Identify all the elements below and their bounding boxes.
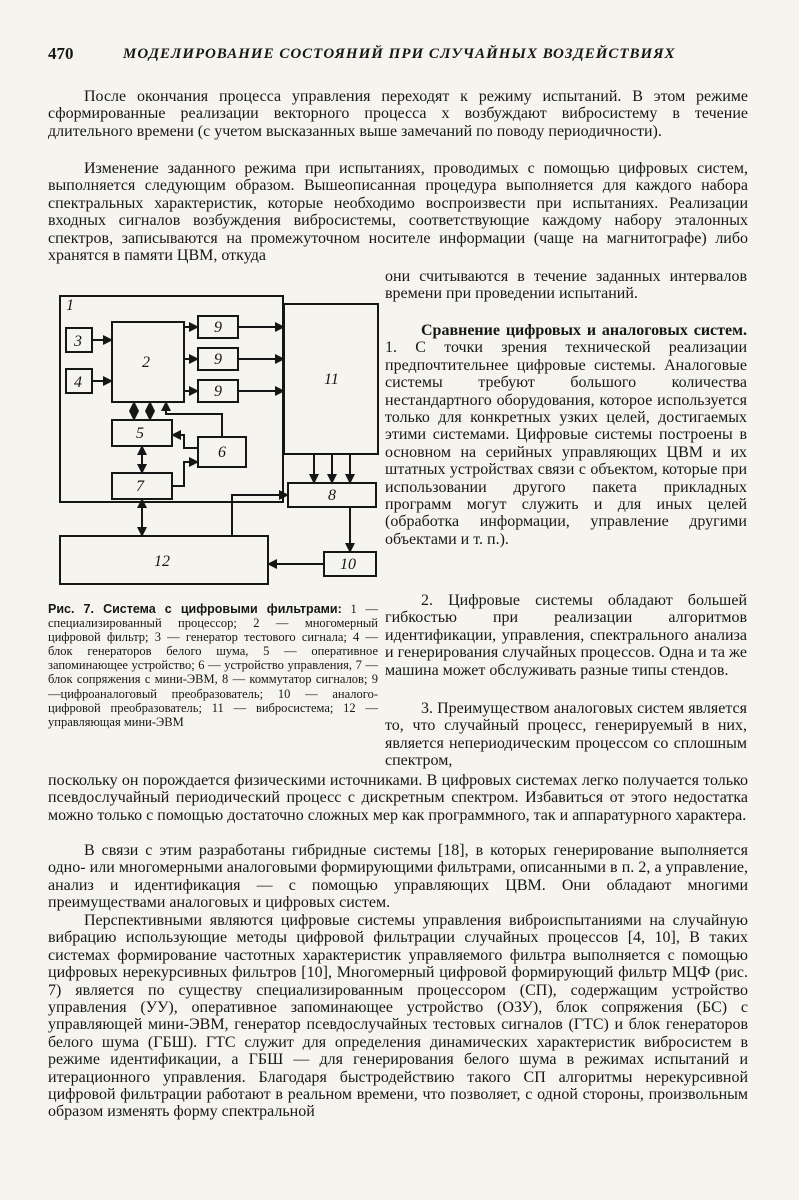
label-2: 2 [142,354,150,371]
paragraph-5-column: 3. Преимуществом аналоговых систем является то, что случайный процесс, генерируемый в них, является непериодическим процессом со сплошным спектром, [385,700,747,770]
figure-caption-text: 1 — специализированный процессор; 2 — многомерный цифровой фильтр; 3 — генератор тестового сигнала; 4 — блок генераторов белого шума, 5 — оперативное запоминающее устройство; 6 — устройство управления, 7 — блок сопряжения с мини-ЭВМ, 8 — коммутатор сигналов; 9 —цифроаналоговый преобразователь; 10 — аналого-цифровой преобразователь; 11 — вибросистема; 12 —управляющая мини-ЭВМ [48,602,378,729]
paragraph-5-full: поскольку он порождается физическими источниками. В цифровых системах легко получается только псевдослучайный периодический процесс с дискретным спектром. Избавиться от этого недостатка можно только с помощью достаточно сложных мер как программного, так и аппаратурного характера. [48,772,748,824]
label-11: 11 [324,371,339,388]
label-9c: 9 [214,383,222,400]
label-4: 4 [74,374,82,391]
paragraph-2: Изменение заданного режима при испытаниях, проводимых с помощью цифровых систем, выполняется следующим образом. Вышеописанная процедура выполняется для каждого набора спектральных характеристик, которые необходимо воспроизвести при испытаниях. Реализации входных сигналов возбуждения вибросистемы, соответствующие каждому набору эталонных спектров, записываются на промежуточном носителе информации (чаще на магнитографе) либо хранятся в памяти ЦВМ, откуда [48,160,748,265]
figure-caption [48,602,378,729]
figure-caption-title: Рис. 7. Система с цифровыми фильтрами: [48,602,342,616]
label-10: 10 [340,556,356,573]
section-heading: Сравнение цифровых и аналоговых систем. [421,322,747,339]
label-7: 7 [136,478,144,495]
page-header [48,44,751,70]
paragraph-2-continuation: они считываются в течение заданных интервалов времени при проведении испытаний. [385,268,747,303]
paragraph-3 [385,322,747,548]
paragraph-7: Перспективными являются цифровые системы управления виброиспытаниями на случайную вибрацию использующие методы цифровой фильтрации случайных процессов [4, 10], В таких системах формирование частотных характеристик управляемого фильтра выполняется с помощью цифровых нерекурсивных фильтров [10], Многомерный цифровой формирующий фильтр МЦФ (рис. 7) является по существу специализированным процессором (СП), содержащим устройство управления (УУ), оперативное запоминающее устройство (ОЗУ), блок сопряжения (БС) с управляющей мини-ЭВМ, генератор псевдослучайных тестовых сигналов (ГТС) и блок генераторов белого шума (ГБШ). ГТС служит для определения динамических характеристик вибросистем в режиме идентификации, а ГБШ — для генерирования белого шума в режимах испытаний и итерационного управления. Благодаря быстродействию такого СП алгоритмы нерекурсивной цифровой фильтрации работают в реальном времени, что позволяет, с одной стороны, произвольным образом изменять форму спектральной [48,912,748,1121]
figure-7-diagram [48,290,383,590]
running-title: МОДЕЛИРОВАНИЕ СОСТОЯНИЙ ПРИ СЛУЧАЙНЫХ ВОЗДЕЙСТВИЯХ [123,46,676,62]
paragraph-3-text: 1. С точки зрения технической реализации предпочтительнее цифровые системы. Аналоговые системы требуют большого количества нестандартного оборудования, которое используется только для конкретных узких целей, достигаемых этими системами. Цифровые системы построены в основном на серийных управляющих ЦВМ и их штатных устройствах связи с объектом, которые при использовании другого пакета прикладных программ могут служить и для иных целей (обработка информации, управление другими объектами и т. п.). [385,339,747,548]
label-6: 6 [218,444,226,461]
label-12: 12 [154,553,170,570]
label-5: 5 [136,425,144,442]
label-9a: 9 [214,319,222,336]
paragraph-6: В связи с этим разработаны гибридные системы [18], в которых генерирование выполняется одно- или многомерными аналоговыми формирующими фильтрами, описанными в п. 2, а управление, анализ и идентификация — с помощью управляющих ЦВМ. Они обладают многими преимуществами аналоговых и цифровых систем. [48,842,748,912]
label-9b: 9 [214,351,222,368]
page-number: 470 [48,44,74,63]
label-3: 3 [74,333,82,350]
paragraph-1: После окончания процесса управления переходят к режиму испытаний. В этом режиме сформированные реализации векторного процесса x возбуждают вибросистему в течение длительного времени (с учетом высказанных выше замечаний по поводу периодичности). [48,88,748,140]
paragraph-4: 2. Цифровые системы обладают большей гибкостью при реализации алгоритмов идентификации, управления, спектрального анализа и генерирования случайных процессов. Одна и та же машина может обслуживать разные типы стендов. [385,592,747,679]
label-8: 8 [328,487,336,504]
label-1: 1 [66,297,74,314]
